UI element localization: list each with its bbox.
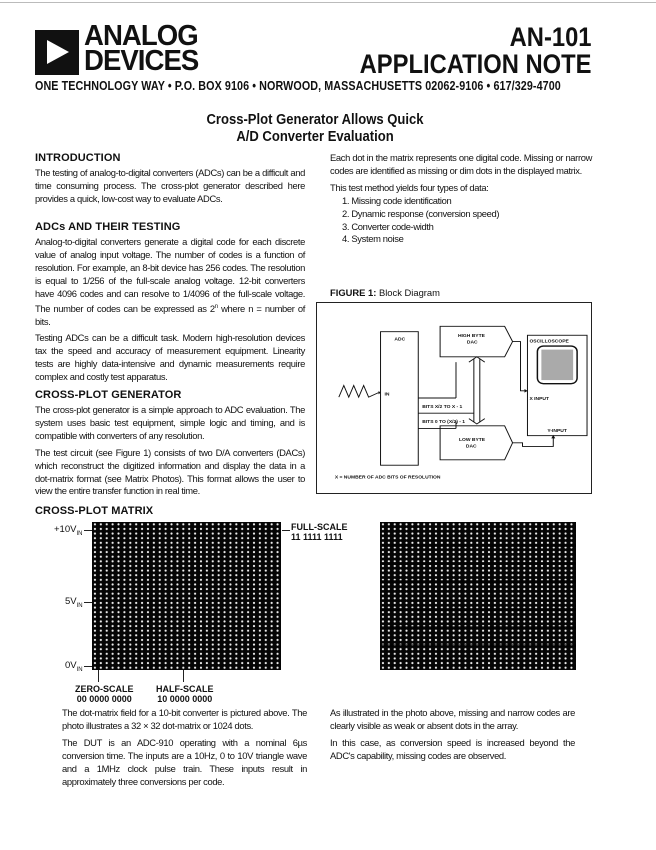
bottom-right-paragraph-1: As illustrated in the photo above, missing and narrow codes are clearly visible as weak or absent dots in the array.: [330, 707, 575, 731]
cross-plot-matrix-missing-codes: [380, 522, 576, 670]
adcs-heading: ADCs AND THEIR TESTING: [35, 221, 181, 233]
right-paragraph-1: Each dot in the matrix represents one digital code. Missing or narrow codes are identified as missing or dim dots in the displayed matrix.: [330, 152, 592, 176]
oscilloscope-label: OSCILLOSCOPE: [529, 339, 569, 345]
y-top-value: +10V: [54, 524, 77, 535]
in-label: IN: [384, 392, 390, 398]
bottom-right-text: [330, 707, 575, 767]
adcs-section: [35, 221, 305, 388]
tick: [282, 530, 290, 531]
y-label-top: [54, 524, 82, 537]
intro-heading: INTRODUCTION: [35, 152, 121, 164]
title-line-2: A/D Converter Evaluation: [236, 129, 394, 145]
list-item: 1. Missing code identification: [342, 194, 452, 206]
adc-block: [381, 332, 419, 466]
bottom-left-text: [62, 707, 307, 792]
adcs-paragraph-1: [35, 236, 305, 328]
list-item: 3. Converter code-width: [342, 220, 434, 232]
bottom-right-paragraph-2: In this case, as conversion speed is increased beyond the ADC's capability, missing codes are observed.: [330, 736, 575, 761]
generator-section: [35, 389, 305, 502]
tick: [98, 670, 99, 682]
top-rule: [0, 2, 656, 3]
full-scale-label: [291, 522, 348, 542]
low-byte-label: LOW BYTE: [458, 438, 486, 443]
document-id: [360, 24, 592, 78]
figure-caption: [330, 287, 440, 299]
list-item: 4. System noise: [342, 233, 404, 245]
data-types-list: [330, 195, 592, 247]
right-column: [330, 152, 592, 246]
address-line: ONE TECHNOLOGY WAY • P.O. BOX 9106 • NORWOOD, MASSACHUSETTS 02062-9106 • 617/329-4700: [35, 79, 561, 93]
half-scale-code: 10 0000 0000: [157, 694, 213, 704]
tick: [84, 530, 92, 531]
low-dac-label: DAC: [465, 444, 477, 450]
scope-dot-pattern: [541, 350, 573, 380]
generator-paragraph-1: The cross-plot generator is a simple approach to ADC evaluation. The system uses basic test equipment, simple logic and timing, and is compatible with converters of any resolution.: [35, 404, 305, 441]
tick: [84, 666, 92, 667]
high-dac-label: DAC: [466, 340, 478, 346]
logo-line-2: DEVICES: [84, 45, 199, 77]
page-title: [167, 112, 464, 146]
title-line-1: Cross-Plot Generator Allows Quick: [206, 112, 424, 128]
x-input-label: X INPUT: [529, 396, 550, 402]
y-label-bottom: [65, 660, 83, 673]
diagram-note: X = NUMBER OF ADC BITS OF RESOLUTION: [334, 475, 441, 481]
block-diagram-svg: [317, 303, 591, 493]
company-logo-text: [84, 20, 199, 77]
generator-paragraph-2: The test circuit (see Figure 1) consists of two D/A converters (DACs) which reconstruct the digitized information and display the data in a dot-matrix format (see Matrix Photos). This format allows the user to view the entire transfer function in real time.: [35, 446, 305, 497]
adcs-text: Analog-to-digital converters generate a digital code for each discrete value of analog input voltage. The number of codes is a function of resolution. For example, an 8-bit device has 256 codes. The resolution is equal to 1/256 of the full-scale analog voltage. 12-bit converters have 4096 codes and can resolve to 1/4096 of the full-scale voltage. The number of codes can be expressed as 2: [35, 236, 305, 314]
right-paragraph-2: This test method yields four types of data:: [330, 181, 489, 193]
bus-high-label: BITS X/2 TO X - 1: [422, 405, 463, 410]
y-sub: IN: [76, 666, 83, 673]
y-bot-value: 0V: [65, 660, 77, 671]
y-input-label: Y-INPUT: [547, 429, 567, 434]
adc-label: ADC: [394, 337, 406, 343]
half-scale-label: [156, 684, 214, 704]
half-scale-text: HALF-SCALE: [156, 684, 214, 694]
logo-line-1: ANALOG: [84, 20, 198, 52]
generator-heading: CROSS-PLOT GENERATOR: [35, 389, 182, 401]
intro-paragraph: The testing of analog-to-digital converters (ADCs) can be a difficult and time consuming process. The cross-plot generator described here provides a quick, low-cost way to evaluate ADCs.: [35, 167, 305, 204]
adcs-text-end: where n = number of bits.: [35, 302, 305, 327]
analog-devices-logo-icon: [35, 30, 79, 75]
doc-number: AN-101: [510, 22, 592, 52]
adcs-sup: n: [214, 303, 218, 310]
tick: [84, 602, 92, 603]
full-scale-text: FULL-SCALE: [291, 522, 348, 532]
cross-plot-matrix-normal: [92, 522, 281, 670]
block-diagram: [316, 302, 592, 494]
bus-low-label: BITS 0 TO (X/2) - 1: [422, 420, 466, 425]
zero-scale-code: 00 0000 0000: [76, 694, 132, 704]
full-scale-code: 11 1111 1111: [291, 532, 343, 542]
tick: [183, 670, 184, 682]
figure-number: FIGURE 1:: [330, 287, 377, 298]
list-item: 2. Dynamic response (conversion speed): [342, 207, 500, 219]
bottom-left-paragraph-1: The dot-matrix field for a 10-bit converter is pictured above. The photo illustrates a 32 × 32 dot-matrix or 1024 dots.: [62, 707, 307, 731]
figure-title: Block Diagram: [378, 287, 440, 298]
zero-scale-text: ZERO-SCALE: [75, 684, 134, 694]
y-label-mid: [65, 596, 83, 609]
bottom-left-paragraph-2: The DUT is an ADC-910 operating with a nominal 6µs conversion time. The inputs are a 10Hz, 0 to 10V triangle wave and a 1MHz clock pulse train. These inputs result in approximately three conversions per code.: [62, 736, 307, 787]
high-byte-label: HIGH BYTE: [457, 334, 485, 339]
adcs-paragraph-2: Testing ADCs can be a difficult task. Modern high-resolution devices tax the speed and accuracy of measurement equipment. Linearity tests are highly data-intensive and dynamic measurements require complex and costly test apparatus.: [35, 332, 305, 383]
doc-type: APPLICATION NOTE: [360, 49, 592, 79]
intro-section: [35, 152, 305, 210]
y-mid-value: 5V: [65, 596, 77, 607]
matrix-heading: CROSS-PLOT MATRIX: [35, 505, 154, 517]
triangle-wave-icon: [339, 385, 379, 397]
y-sub: IN: [76, 530, 83, 537]
y-sub: IN: [76, 602, 83, 609]
zero-scale-label: [75, 684, 134, 704]
